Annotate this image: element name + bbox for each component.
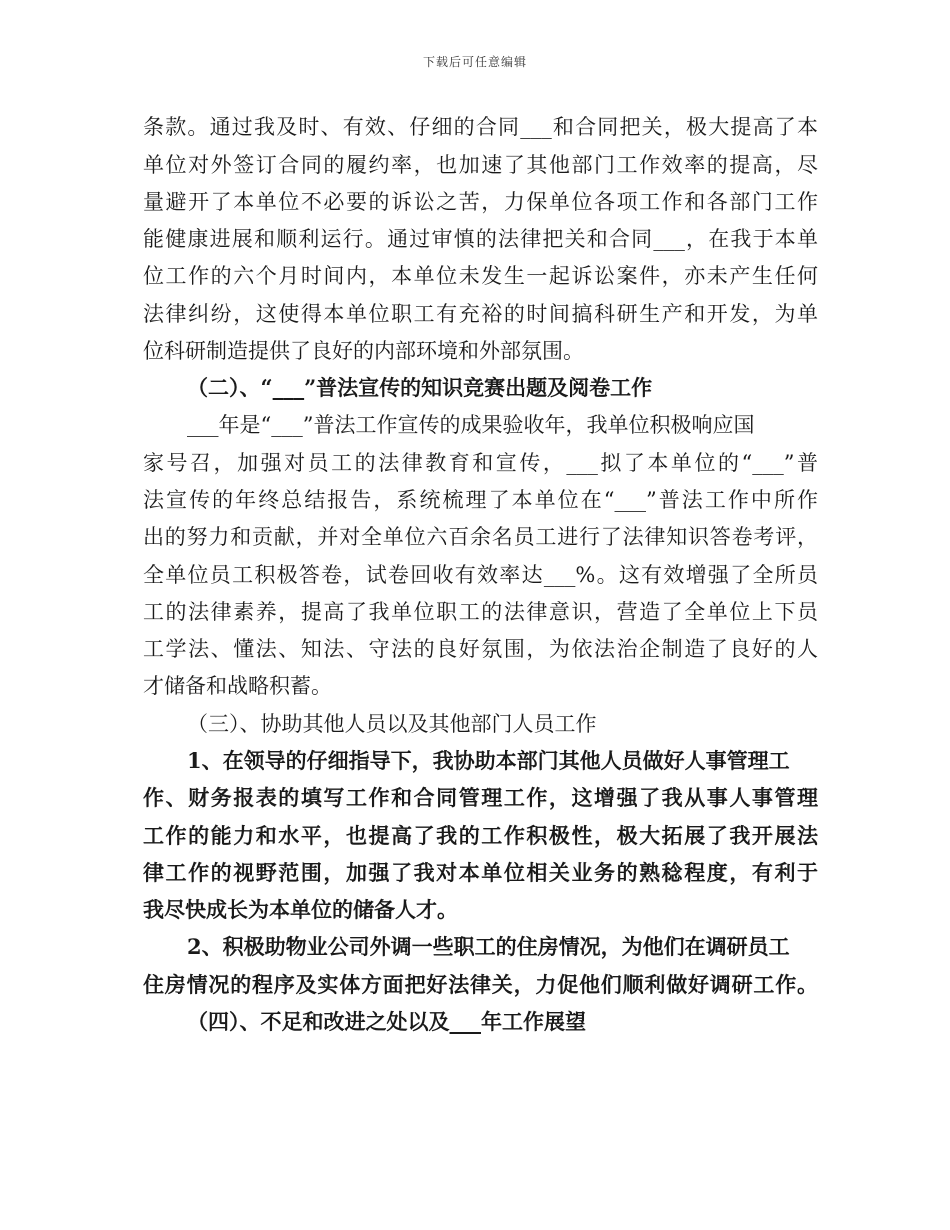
text-line: 法律纠纷，这使得本单位职工有充裕的时间搞科研生产和开发，为单 — [143, 302, 818, 326]
text-line: 能健康进展和顺利运行。通过审慎的法律把关和合同___，在我于本单 — [143, 227, 818, 251]
text-line: 单位对外签订合同的履约率，也加速了其他部门工作效率的提高，尽 — [143, 153, 818, 177]
page-header-note: 下载后可任意编辑 — [422, 55, 527, 69]
text-line: ___年是“___”普法工作宣传的成果验收年，我单位积极响应国 — [187, 413, 755, 437]
section-heading-2: （二）、“___”普法宣传的知识竞赛出题及阅卷工作 — [187, 375, 653, 400]
text-line: 工学法、懂法、知法、守法的良好氛围，为依法治企制造了良好的人 — [143, 637, 818, 661]
text-line: 我尽快成长为本单位的储备人才。 — [143, 897, 458, 922]
text-line: 2、积极助物业公司外调一些职工的住房情况，为他们在调研员工 — [187, 934, 790, 959]
text-line: 工的法律素养，提高了我单位职工的法律意识，营造了全单位上下员 — [143, 600, 818, 624]
text-line: 法宣传的年终总结报告，系统梳理了本单位在“___”普法工作中所作 — [143, 488, 818, 512]
text-line: 条款。通过我及时、有效、仔细的合同___和合同把关，极大提高了本 — [143, 115, 818, 139]
text-line: 才储备和战略积蓄。 — [143, 674, 332, 698]
text-line: 量避开了本单位不必要的诉讼之苦，力保单位各项工作和各部门工作 — [143, 190, 818, 214]
text-line: 工作的能力和水平，也提高了我的工作积极性，极大拓展了我开展法 — [143, 823, 818, 848]
text-line: 作、财务报表的填写工作和合同管理工作，这增强了我从事人事管理 — [143, 785, 818, 810]
text-line: 家号召，加强对员工的法律教育和宣传，___拟了本单位的“___”普 — [143, 451, 818, 475]
text-line: 律工作的视野范围，加强了我对本单位相关业务的熟稔程度，有利于 — [143, 860, 818, 885]
section-heading-4: （四）、不足和改进之处以及___年工作展望 — [187, 1009, 586, 1034]
text-line: 住房情况的程序及实体方面把好法律关，力促他们顺利做好调研工作。 — [143, 972, 818, 997]
text-line: 1、在领导的仔细指导下，我协助本部门其他人员做好人事管理工 — [187, 748, 790, 773]
section-heading-3: （三）、协助其他人员以及其他部门人员工作 — [187, 712, 597, 736]
text-line: 全单位员工积极答卷，试卷回收有效率达___%。这有效增强了全所员 — [143, 563, 818, 587]
text-line: 位工作的六个月时间内，本单位未发生一起诉讼案件，亦未产生任何 — [143, 264, 818, 288]
text-line: 出的努力和贡献，并对全单位六百余名员工进行了法律知识答卷考评， — [143, 525, 818, 549]
text-line: 位科研制造提供了良好的内部环境和外部氛围。 — [143, 339, 584, 363]
